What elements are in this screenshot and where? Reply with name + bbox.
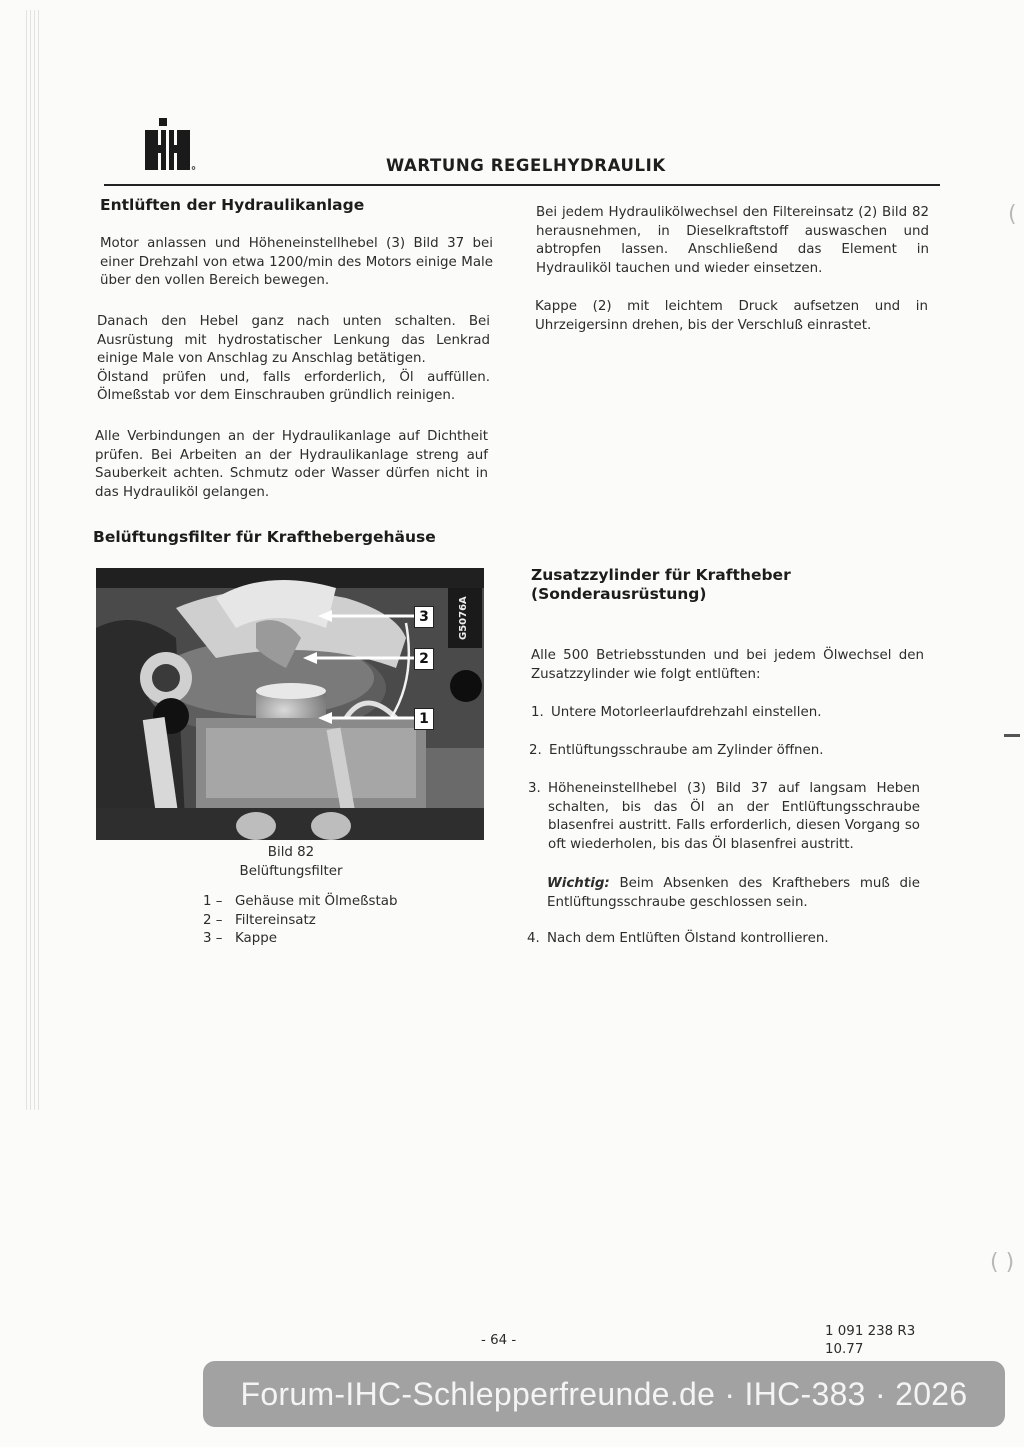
paragraph-intro <box>531 647 924 684</box>
paragraph-text: Danach den Hebel ganz nach unten schalten. Bei Ausrüstung mit hydrostatischer Lenkung das Lenkrad einige Male von Anschlag zu Anschlag betätigen. <box>97 314 490 367</box>
document-number: 1 091 238 R3 <box>825 1324 916 1339</box>
step-text: Höheneinstellhebel (3) Bild 37 auf langsam Heben schalten, bis das Öl an der Entlüftungsschraube blasenfrei austritt. Falls erforderlich, diesen Vorgang so oft wiederholen, bis das Öl blasenfrei austritt. <box>548 781 920 852</box>
caption-title: Belüftungsfilter <box>239 864 343 879</box>
section-title-line: Zusatzzylinder für Kraftheber <box>531 566 791 584</box>
page-number: - 64 - <box>481 1333 517 1348</box>
step-text: Nach dem Entlüften Ölstand kontrollieren. <box>547 931 829 946</box>
paragraph-filtereinsatz <box>536 204 929 278</box>
photo-code-box <box>448 588 482 648</box>
legend-num: 3 – <box>203 931 223 947</box>
step-item <box>527 930 920 950</box>
step-number: 2. <box>529 743 542 758</box>
paragraph-text: Alle Verbindungen an der Hydraulikanlage auf Dichtheit prüfen. Bei Arbeiten an der Hydraulikanlage streng auf Sauberkeit achten. Schmutz oder Wasser dürfen nicht in das Hydrauliköl gelangen. <box>95 429 488 500</box>
legend-num: 1 – <box>203 894 223 909</box>
figure-legend <box>203 893 463 949</box>
step-item <box>528 780 921 860</box>
callout-3: 3 <box>414 606 434 628</box>
legend-item <box>203 912 463 931</box>
callout-2: 2 <box>414 648 434 670</box>
watermark-banner: Forum-IHC-Schlepperfreunde.de · IHC-383 · 2026 <box>203 1361 1005 1427</box>
step-text: Untere Motorleerlaufdrehzahl einstellen. <box>551 705 822 720</box>
paragraph-text: Alle 500 Betriebsstunden und bei jedem Ölwechsel den Zusatzzylinder wie folgt entlüften: <box>531 648 924 682</box>
ih-logo-icon <box>144 118 196 172</box>
section-title-line: (Sonderausrüstung) <box>531 585 707 603</box>
note-wichtig <box>547 875 920 912</box>
legend-text: Filtereinsatz <box>235 912 316 928</box>
section-title-belueftungsfilter: Belüftungsfilter für Krafthebergehäuse <box>93 528 436 546</box>
step-item <box>531 704 924 724</box>
legend-item <box>203 893 463 912</box>
paragraph-text: Kappe (2) mit leichtem Druck aufsetzen und in Uhrzeigersinn drehen, bis der Verschluß einrastet. <box>535 299 928 333</box>
caption-number: Bild 82 <box>267 845 315 860</box>
margin-mark-icon: ( <box>1008 202 1017 227</box>
callout-1: 1 <box>414 708 434 730</box>
header-rule <box>104 184 940 186</box>
legend-num: 2 – <box>203 912 223 928</box>
legend-text: Kappe <box>235 931 277 947</box>
figure-caption <box>196 843 386 881</box>
paragraph-kappe <box>535 298 928 335</box>
page-header-title: WARTUNG REGELHYDRAULIK <box>386 156 666 175</box>
section-title-zusatzzylinder <box>531 566 791 604</box>
step-number: 1. <box>531 705 544 720</box>
scan-edge-shadow <box>26 10 40 1110</box>
step-number: 3. <box>528 781 541 796</box>
step-text: Entlüftungsschraube am Zylinder öffnen. <box>549 743 824 758</box>
legend-item <box>203 930 463 949</box>
paragraph-text: Motor anlassen und Höheneinstellhebel (3) Bild 37 bei einer Drehzahl von etwa 1200/min des Motors einige Male über den vollen Bereich bewegen. <box>100 236 493 289</box>
step-item <box>529 742 922 762</box>
paragraph-text: Ölstand prüfen und, falls erforderlich, Öl auffüllen. Ölmeßstab vor dem Einschrauben gründlich reinigen. <box>97 369 490 404</box>
paragraph-hebel <box>97 313 490 406</box>
paragraph-text: Bei jedem Hydraulikölwechsel den Filtereinsatz (2) Bild 82 herausnehmen, in Dieselkraftstoff auswaschen und abtropfen lassen. Anschließend das Element in Hydrauliköl tauchen und wieder einsetzen. <box>536 205 929 276</box>
note-text: Beim Absenken des Krafthebers muß die Entlüftungsschraube geschlossen sein. <box>547 876 920 910</box>
document-date: 10.77 <box>825 1342 864 1357</box>
margin-mark-icon <box>1004 734 1020 737</box>
section-title-entlueften: Entlüften der Hydraulikanlage <box>100 196 365 214</box>
paragraph-motor <box>100 235 493 291</box>
step-number: 4. <box>527 931 540 946</box>
figure-photo-belueftungsfilter <box>96 568 484 840</box>
margin-mark-icon: ( ) <box>990 1250 1015 1275</box>
paragraph-verbindungen <box>95 428 488 502</box>
legend-text: Gehäuse mit Ölmeßstab <box>235 894 398 909</box>
photo-code: G5076A <box>458 596 469 640</box>
note-label: Wichtig: <box>547 876 610 891</box>
